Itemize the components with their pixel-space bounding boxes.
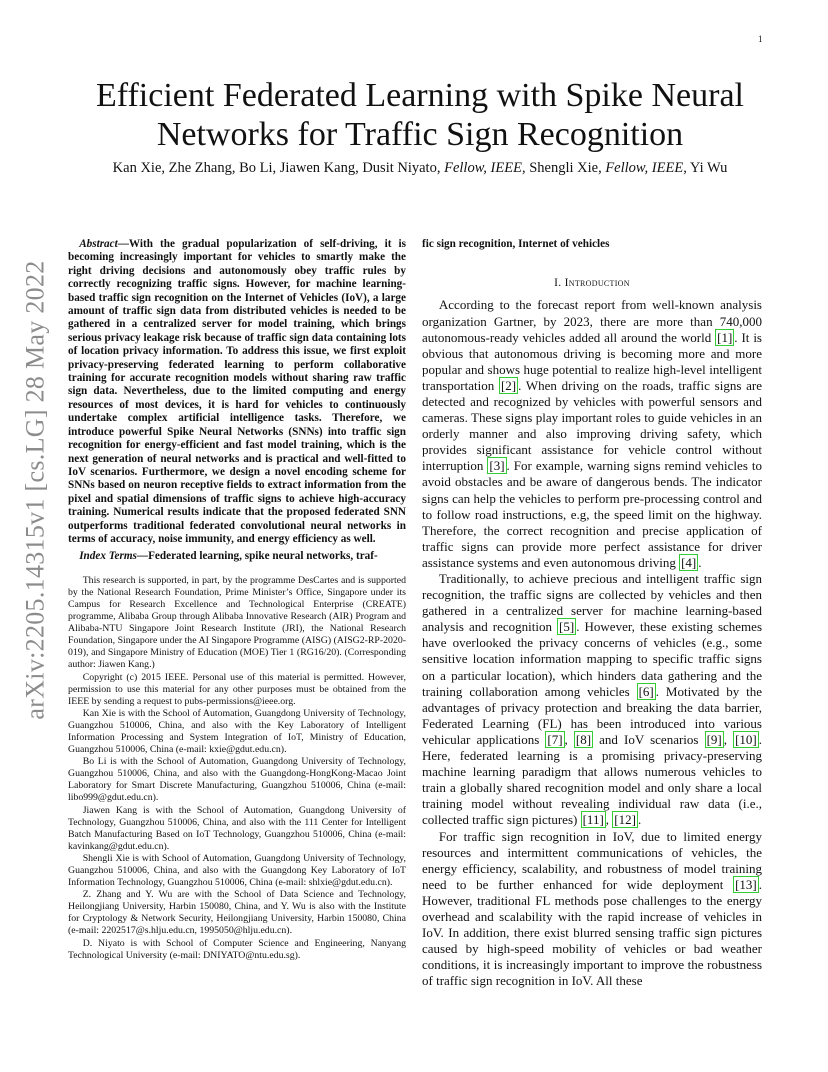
title-line-2: Networks for Traffic Sign Recognition — [156, 116, 684, 153]
paragraph-text: . — [637, 812, 642, 828]
intro-paragraph — [422, 829, 762, 990]
footnote-copyright: Copyright (c) 2015 IEEE. Personal use of this material is permitted. However, permission to use this material for any other purposes must be obtained from the IEEE by sending a request to pubs-permissions@ieee.org. — [68, 671, 406, 707]
citation-link[interactable]: [5] — [559, 619, 575, 635]
footnote-affiliation: Bo Li is with the School of Automation, Guangdong University of Technology, Guangzhou 510006, China, and also with the Guangdong-HongKong-Macao Joint Laboratory for Smart Discrete Manufacturing, Guangzhou 510006, China (e-mail: libo999@gdut.edu.cn). — [68, 756, 406, 804]
citation-link[interactable]: [3] — [489, 458, 505, 474]
footnote-affiliation: Z. Zhang and Y. Wu are with the School of Data Science and Technology, Heilongjiang University, Harbin 150080, China, and Y. Wu is also with the Institute for Cryptology & Network Security, Heilongjiang University, Harbin 150080, China (e-mail: 2202517@s.hlju.edu.cn, 1995050@hlju.edu.cn). — [68, 889, 406, 937]
paragraph-text: . — [698, 554, 702, 570]
paragraph-text: For traffic sign recognition in IoV, due to limited energy resources and intermittent communications of vehicles, the energy efficiency, scalability, and robustness of model training need to be further enhanced for wide deployment — [422, 828, 762, 892]
authors-fellow-1: Fellow, IEEE — [444, 160, 522, 176]
citation-link[interactable]: [2] — [500, 377, 517, 393]
authors-part-3: , Yi Wu — [683, 160, 728, 176]
paragraph-text: . Motivated by the advantages of privacy protection and breaking the data barrier, Federated Learning (FL) has been introduced into various vehicular applications — [422, 683, 762, 747]
citation-link[interactable]: [7] — [547, 731, 563, 747]
citation-link[interactable]: [10] — [735, 731, 757, 747]
index-terms-label: Index Terms — [79, 550, 137, 563]
left-column — [68, 238, 406, 962]
intro-paragraph — [422, 571, 762, 829]
abstract-label: Abstract — [79, 238, 118, 250]
index-terms-continued: fic sign recognition, Internet of vehicles — [422, 238, 610, 250]
abstract-text: —With the gradual popularization of self-driving, it is becoming increasingly important for vehicles to smartly make the right driving decisions and autonomously obey traffic rules by correctly recognizing traffic signs. However, for machine learning-based traffic sign recognition on the Internet of Vehicles (IoV), a large amount of traffic sign data from distributed vehicles is needed to be gathered in a centralized server for model training, which brings serious privacy leakage risk because of traffic sign data containing lots of location privacy information. To address this issue, we first exploit privacy-preserving federated learning to perform collaborative training for accurate recognition models without sharing raw traffic sign data. Nevertheless, due to the limited computing and energy resources of most devices, it is hard for vehicles to continuously undertake complex artificial intelligence tasks. Therefore, we introduce powerful Spike Neural Networks (SNNs) into traffic sign recognition for energy-efficient and fast model training, which is the next generation of neural networks and is practical and well-fitted to IoV scenarios. Furthermore, we design a novel encoding scheme for SNNs based on neuron receptive fields to extract information from the pixel and spatial dimensions of traffic signs to achieve high-accuracy training. Numerical results indicate that the proposed federated SNN outperforms traditional federated convolutional neural networks in terms of accuracy, noise immunity, and energy efficiency as well. — [68, 238, 406, 545]
citation-link[interactable]: [8] — [575, 731, 592, 747]
authors-part-2: , Shengli Xie, — [521, 160, 606, 176]
paragraph-text: , — [564, 731, 574, 747]
paper-title — [70, 76, 770, 154]
authors-fellow-2: Fellow, IEEE — [605, 160, 684, 176]
title-line-1: Efficient Federated Learning with Spike Neural — [96, 77, 744, 114]
abstract — [68, 238, 406, 546]
paragraph-text: . It is obvious that autonomous driving is becoming more and more popular and shows huge potential to realize high-level intelligent transportation — [422, 329, 762, 393]
page-number: 1 — [758, 34, 763, 44]
paragraph-text: According to the forecast report from well-known analysis organization Gartner, by 2023, there are more than 740,000 autonomous-ready vehicles added all around the world — [422, 297, 762, 345]
authors-part-1: Kan Xie, Zhe Zhang, Bo Li, Jiawen Kang, Dusit Niyato, — [112, 160, 445, 176]
footnote-affiliation: Kan Xie is with the School of Automation, Guangdong University of Technology, Guangzhou 510006, China, and also with the Key Laboratory of Intelligent Information Processing and System Integration of IoT, Ministry of Education, Guangzhou 510006, China (e-mail: kxie@gdut.edu.cn). — [68, 707, 406, 756]
arxiv-id-text: arXiv:2205.14315v1 [cs.LG] 28 May 2022 — [21, 260, 50, 720]
footnote-affiliation: D. Niyato is with School of Computer Science and Engineering, Nanyang Technological University (e-mail: DNIYATO@ntu.edu.sg). — [68, 937, 406, 961]
paragraph-text: . Here, federated learning is a promising privacy-preserving machine learning paradigm that allows numerous vehicles to train a globally shared recognition model and only share a local training model without revealing individual raw data (i.e., collected traffic sign pictures) — [422, 731, 762, 828]
citation-link[interactable]: [4] — [681, 554, 697, 570]
citation-link[interactable]: [1] — [717, 329, 733, 345]
section-heading-introduction: I. Introduction — [554, 277, 630, 290]
citation-link[interactable]: [13] — [735, 876, 757, 892]
citation-link[interactable]: [9] — [706, 731, 722, 747]
paragraph-text: and IoV scenarios — [593, 731, 705, 747]
paragraph-text: , — [723, 731, 734, 747]
paragraph-text: . However, traditional FL methods pose challenges to the energy overhead and scalability with the rapid increase of vehicles in IoV. In addition, there exist blurred sensing traffic sign pictures caused by high-speed mobility of vehicles or bad weather conditions, it is increasingly important to improve the robustness of traffic sign recognition in IoV. All these — [422, 876, 762, 989]
index-terms — [68, 550, 406, 563]
footnotes — [68, 575, 406, 962]
paragraph-text: . For example, warning signs remind vehicles to avoid obstacles and be aware of dangerous bends. The indicator signs can help the vehicles to perform pre-processing control and to follow road instructions, e.g, the speed limit on the highway. Therefore, the correct recognition and precise application of traffic signs can provide more perfect assistance for driver assistance systems and even autonomous driving — [422, 458, 762, 570]
arxiv-identifier-watermark — [6, 260, 66, 720]
footnote-affiliation: Jiawen Kang is with the School of Automation, Guangdong University of Technology, Guangzhou 510006, China, and also with the 111 Center for Intelligent Batch Manufacturing Based on IoT Technology, Guangzhou 510006, China (e-mail: kavinkang@gdut.edu.cn). — [68, 804, 406, 852]
right-column — [422, 238, 762, 989]
author-list — [60, 160, 780, 177]
citation-link[interactable]: [12] — [614, 812, 636, 828]
intro-paragraph — [422, 297, 762, 571]
paragraph-text: . However, these existing schemes have overlooked the privacy concerns of vehicles (e.g., some sensitive location information mapping to specific traffic signs on a particular location), which hinders data gathering and the training collaboration among vehicles — [422, 619, 763, 699]
footnote-funding: This research is supported, in part, by the programme DesCartes and is supported by the National Research Foundation, Prime Minister’s Office, Singapore under its Campus for Research Excellence and Technological Enterprise (CREATE) programme, Alibaba Group through Alibaba Innovative Research (AIR) Program and Alibaba-NTU Singapore Joint Research Institute (JRI), the National Research Foundation, Singapore under the AI Singapore Programme (AISG) (AISG2-RP-2020-019), and Singapore Ministry of Education (MOE) Tier 1 (RG16/20). (Corresponding author: Jiawen Kang.) — [68, 574, 406, 671]
footnote-affiliation: Shengli Xie is with School of Automation, Guangdong University of Technology, Guangzhou 510006, China, and also with the Guangdong Key Laboratory of IoT Information Technology, Guangzhou 510006, China (e-mail: shlxie@gdut.edu.cn). — [68, 852, 406, 889]
index-terms-text-1: —Federated learning, spike neural networks, traf- — [136, 550, 378, 563]
citation-link[interactable]: [11] — [582, 812, 604, 828]
paragraph-text: . When driving on the roads, traffic signs are detected and recognized by vehicles with powerful sensors and cameras. These signs play important roles to guide vehicles in an orderly manner and also improving driving safety, which provides significant assistance for vehicle control without interruption — [422, 377, 762, 474]
paragraph-text: , — [605, 812, 613, 828]
introduction-body — [422, 297, 762, 989]
citation-link[interactable]: [6] — [638, 683, 654, 699]
paragraph-text: Traditionally, to achieve precious and intelligent traffic sign recognition, the traffic signs are collected by vehicles and then gathered in a centralized server for machine learning-based analysis and recognition — [422, 571, 762, 635]
